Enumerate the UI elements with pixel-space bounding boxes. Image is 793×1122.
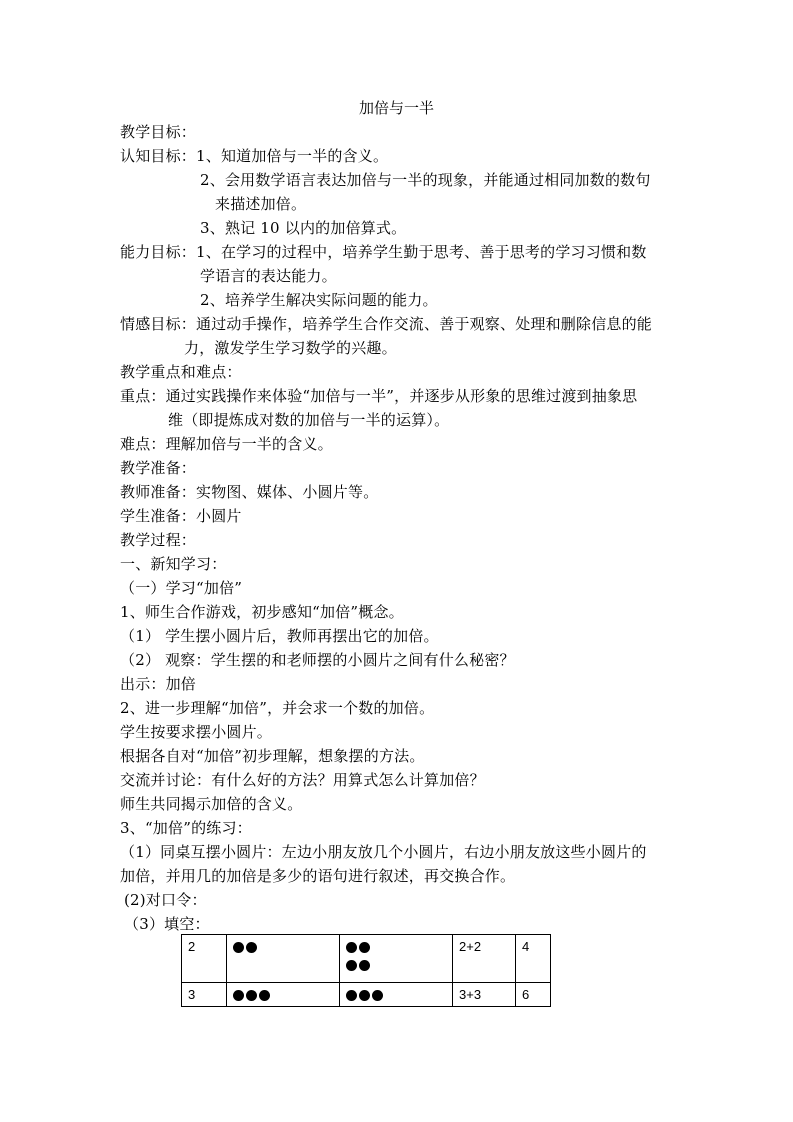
dot-group [346, 938, 446, 956]
table-row [182, 983, 551, 1007]
dots-cell [227, 983, 340, 1007]
dot-icon [233, 942, 244, 953]
dot-group [346, 956, 446, 974]
dot-icon [259, 990, 270, 1001]
text-line: 师生共同揭示加倍的含义。 [120, 795, 303, 813]
text-line: 3、熟记 10 以内的加倍算式。 [200, 219, 407, 237]
text-line: 根据各自对“加倍”初步理解，想象摆的方法。 [120, 747, 425, 765]
fill-in-table [181, 934, 551, 1007]
text-line: 出示：加倍 [120, 675, 197, 693]
text-line: 重点：通过实践操作来体验“加倍与一半”，并逐步从形象的思维过渡到抽象思 [120, 387, 638, 405]
text-line: 一、新知学习： [120, 555, 227, 573]
text-line: 3、“加倍”的练习： [120, 819, 252, 837]
text-line: 加倍，并用几的加倍是多少的语句进行叙述，再交换合作。 [120, 867, 516, 885]
dot-icon [359, 942, 370, 953]
result-cell: 6 [516, 983, 551, 1007]
text-line: 来描述加倍。 [215, 195, 307, 213]
text-line: (2)对口令： [124, 891, 207, 909]
double-dots-cell [340, 935, 453, 983]
text-line: 2、进一步理解“加倍”，并会求一个数的加倍。 [120, 699, 435, 717]
dots-cell [227, 935, 340, 983]
dot-group [233, 986, 333, 1004]
text-line: 认知目标：1、知道加倍与一半的含义。 [120, 147, 389, 165]
expression-cell: 3+3 [453, 983, 516, 1007]
document-title: 加倍与一半 [358, 99, 434, 117]
dot-icon [359, 960, 370, 971]
number-cell: 3 [182, 983, 227, 1007]
text-line: 能力目标：1、在学习的过程中，培养学生勤于思考、善于思考的学习习惯和数 [120, 243, 647, 261]
text-line: 1、师生合作游戏，初步感知“加倍”概念。 [120, 603, 404, 621]
dot-icon [359, 990, 370, 1001]
text-line: （2） 观察：学生摆的和老师摆的小圆片之间有什么秘密？ [120, 651, 515, 669]
dot-icon [372, 990, 383, 1001]
expression-cell: 2+2 [453, 935, 516, 983]
dot-group [233, 938, 333, 956]
text-line: 教师准备：实物图、媒体、小圆片等。 [120, 483, 379, 501]
dot-icon [246, 942, 257, 953]
text-line: 2、会用数学语言表达加倍与一半的现象，并能通过相同加数的数句 [200, 171, 651, 189]
text-line: 学语言的表达能力。 [200, 267, 337, 285]
dot-icon [346, 990, 357, 1001]
text-line: 教学重点和难点： [120, 363, 242, 381]
text-line: 难点：理解加倍与一半的含义。 [120, 435, 333, 453]
text-line: 教学准备： [120, 459, 197, 477]
table-row [182, 935, 551, 983]
text-line: 教学过程： [120, 531, 197, 549]
text-line: 力，激发学生学习数学的兴趣。 [184, 339, 397, 357]
text-line: 情感目标：通过动手操作，培养学生合作交流、善于观察、处理和删除信息的能 [120, 315, 653, 333]
dot-group [346, 986, 446, 1004]
dot-icon [346, 942, 357, 953]
dot-icon [233, 990, 244, 1001]
double-dots-cell [340, 983, 453, 1007]
text-line: 2、培养学生解决实际问题的能力。 [200, 291, 438, 309]
text-line: 学生准备：小圆片 [120, 507, 242, 525]
dot-icon [246, 990, 257, 1001]
number-cell: 2 [182, 935, 227, 983]
text-line: 教学目标： [120, 123, 197, 141]
text-line: 维（即提炼成对数的加倍与一半的运算）。 [168, 411, 450, 429]
result-cell: 4 [516, 935, 551, 983]
text-line: （1）同桌互摆小圆片：左边小朋友放几个小圆片，右边小朋友放这些小圆片的 [120, 843, 647, 861]
text-line: （3）填空： [124, 915, 210, 933]
text-line: 学生按要求摆小圆片。 [120, 723, 273, 741]
text-line: （1） 学生摆小圆片后，教师再摆出它的加倍。 [120, 627, 439, 645]
text-line: （一）学习“加倍” [120, 579, 243, 597]
text-line: 交流并讨论：有什么好的方法？用算式怎么计算加倍？ [120, 771, 485, 789]
dot-icon [346, 960, 357, 971]
